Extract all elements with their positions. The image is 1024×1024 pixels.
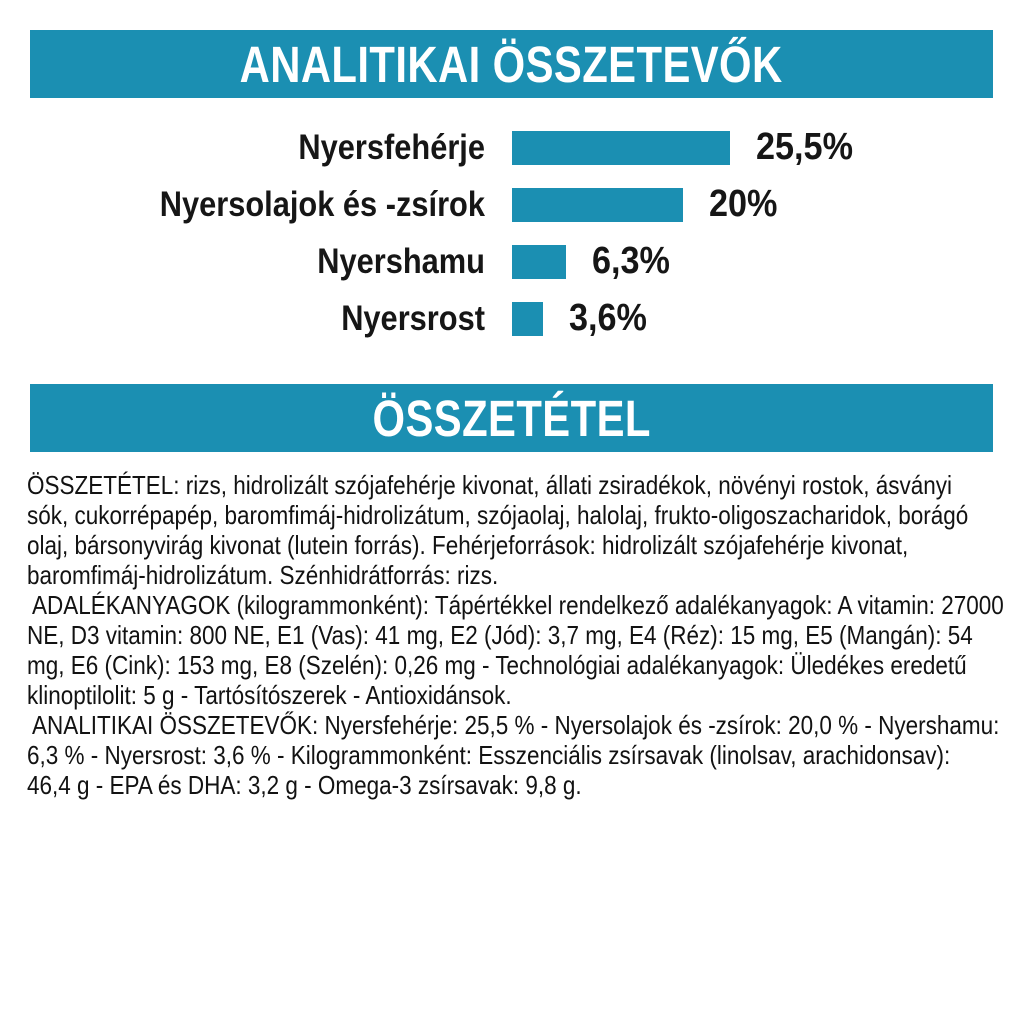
bar-value: 25,5% [756, 126, 853, 168]
analytical-components-banner [30, 30, 993, 98]
composition-banner [30, 384, 993, 452]
bar-value: 20% [709, 183, 778, 225]
analytical-constituents-text-line: 46,4 g - EPA és DHA: 3,2 g - Omega-3 zsírsavak: 9,8 g. [27, 770, 582, 800]
chart-row-crude-ash [0, 233, 1024, 290]
bar-label: Nyersfehérje [298, 127, 485, 167]
chart-row-crude-fiber [0, 290, 1024, 347]
bar-value: 6,3% [592, 240, 670, 282]
bar [512, 245, 566, 279]
bar [512, 188, 683, 222]
composition-text-line: sók, cukorrépapép, baromfimáj-hidrolizátum, szójaolaj, halolaj, frukto-oligoszacharidok, borágó [27, 500, 969, 530]
bar [512, 131, 730, 165]
additives-text-line: ADALÉKANYAGOK (kilogrammonként): Tápértékkel rendelkező adalékanyagok: A vitamin: 27000 [27, 590, 1004, 620]
chart-row-crude-oils-fats [0, 176, 1024, 233]
additives-text-line: NE, D3 vitamin: 800 NE, E1 (Vas): 41 mg, E2 (Jód): 3,7 mg, E4 (Réz): 15 mg, E5 (Mangán): 54 [27, 620, 973, 650]
bar-label: Nyersrost [341, 298, 485, 338]
composition-title: ÖSSZETÉTEL [372, 389, 651, 447]
bar-value: 3,6% [569, 297, 647, 339]
composition-text-line: olaj, bársonyvirág kivonat (lutein forrás). Fehérjeforrások: hidrolizált szójafehérje kivonat, [27, 530, 909, 560]
analytical-components-bar-chart [0, 119, 1024, 347]
additives-text-line: klinoptilolit: 5 g - Tartósítószerek - Antioxidánsok. [27, 680, 512, 710]
additives-text-line: mg, E6 (Cink): 153 mg, E8 (Szelén): 0,26 mg - Technológiai adalékanyagok: Üledékes eredetű [27, 650, 967, 680]
bar [512, 302, 543, 336]
chart-row-crude-protein [0, 119, 1024, 176]
analytical-components-title: ANALITIKAI ÖSSZETEVŐK [239, 35, 783, 93]
bar-label: Nyershamu [317, 241, 485, 281]
analytical-constituents-text-line: ANALITIKAI ÖSSZETEVŐK: Nyersfehérje: 25,5 % - Nyersolajok és -zsírok: 20,0 % - Nyershamu: [27, 710, 1000, 740]
composition-text-line: ÖSSZETÉTEL: rizs, hidrolizált szójafehérje kivonat, állati zsiradékok, növényi rostok, ásványi [27, 470, 952, 500]
analytical-constituents-text-line: 6,3 % - Nyersrost: 3,6 % - Kilogrammonként: Esszenciális zsírsavak (linolsav, arachidonsav): [27, 740, 951, 770]
composition-text-line: baromfimáj-hidrolizátum. Szénhidrátforrás: rizs. [27, 560, 499, 590]
bar-label: Nyersolajok és -zsírok [159, 184, 485, 224]
composition-text-block [27, 470, 1017, 800]
